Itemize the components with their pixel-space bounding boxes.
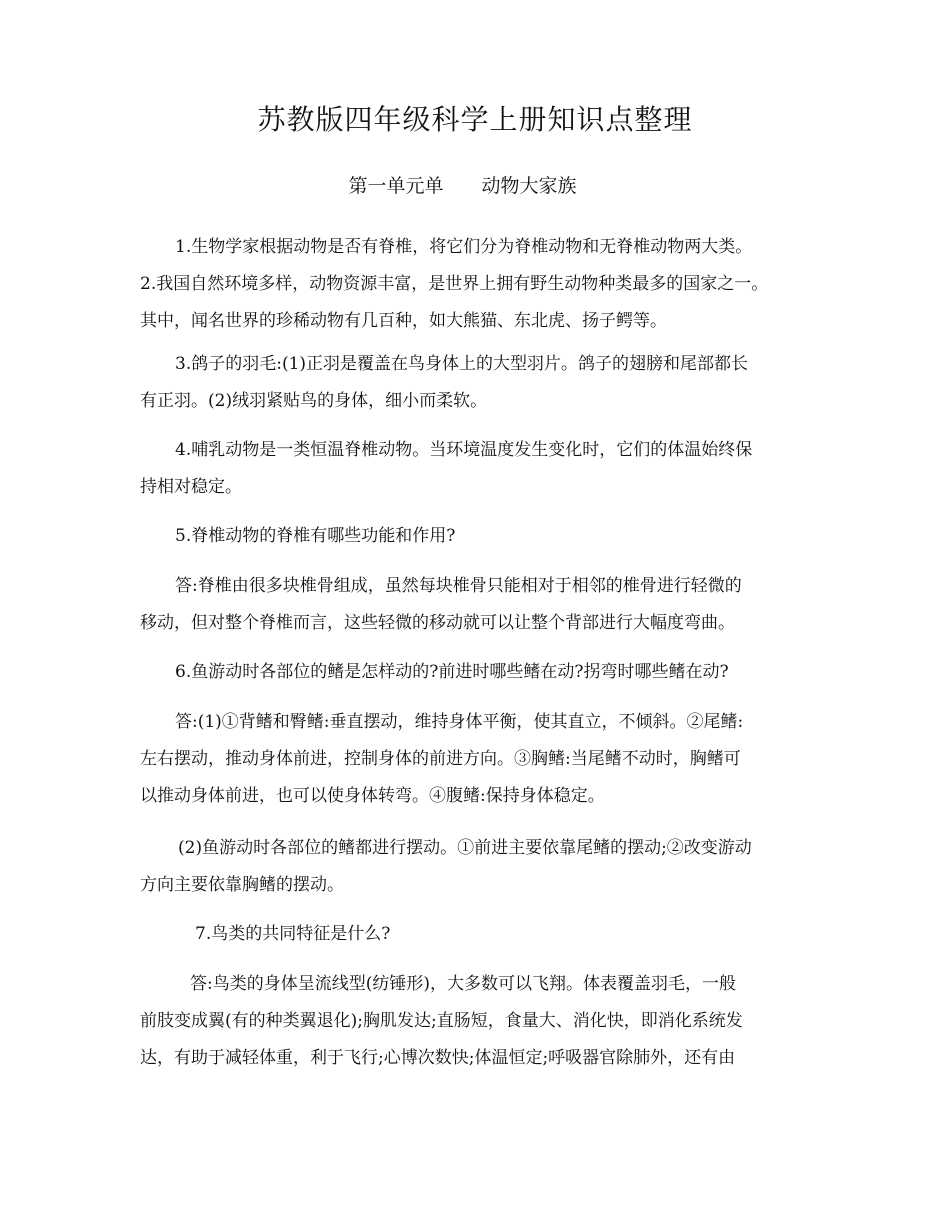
paragraph-line: 其中，闻名世界的珍稀动物有几百种，如大熊猫、东北虎、扬子鳄等。 [140, 311, 667, 331]
paragraph-line: 有正羽。(2)绒羽紧贴鸟的身体，细小而柔软。 [140, 391, 488, 411]
paragraph-item-5-question [140, 518, 820, 555]
paragraph-line: 7.鸟类的共同特征是什么? [195, 924, 391, 944]
paragraph-line: 移动，但对整个脊椎而言，这些轻微的移动就可以让整个背部进行大幅度弯曲。 [140, 613, 735, 633]
paragraph-line: 4.哺乳动物是一类恒温脊椎动物。当环境温度发生变化时，它们的体温始终保 [175, 440, 753, 460]
paragraph-line: 6.鱼游动时各部位的鳍是怎样动的?前进时哪些鳍在动?拐弯时哪些鳍在动? [175, 662, 729, 682]
paragraph-line: 以推动身体前进，也可以使身体转弯。④腹鳍:保持身体稳定。 [140, 786, 605, 806]
paragraph-item-3 [140, 346, 820, 420]
paragraph-line: 答:鸟类的身体呈流线型(纺锤形)，大多数可以飞翔。体表覆盖羽毛，一般 [190, 974, 736, 994]
paragraph-item-6-answer-1 [140, 704, 820, 815]
paragraph-item-7-answer [140, 966, 820, 1077]
paragraph-line: 持相对稳定。 [140, 477, 242, 497]
paragraph-item-4 [140, 432, 820, 506]
paragraph-line: 5.脊椎动物的脊椎有哪些功能和作用? [175, 526, 456, 546]
paragraph-item-7-question [140, 916, 820, 953]
paragraph-item-6-question [140, 654, 820, 691]
paragraph-line: 答:(1)①背鳍和臀鳍:垂直摆动，维持身体平衡，使其直立，不倾斜。②尾鳍: [175, 712, 744, 732]
paragraph-item-6-answer-2 [140, 830, 820, 904]
paragraph-line: 答:脊椎由很多块椎骨组成，虽然每块椎骨只能相对于相邻的椎骨进行轻微的 [175, 576, 742, 596]
unit-heading: 第一单元单 动物大家族 [348, 175, 577, 197]
paragraph-line: (2)鱼游动时各部位的鳍都进行摆动。①前进主要依靠尾鳍的摆动;②改变游动 [178, 838, 752, 858]
paragraph-item-5-answer [140, 568, 820, 642]
paragraph-line: 1.生物学家根据动物是否有脊椎，将它们分为脊椎动物和无脊椎动物两大类。 [175, 237, 753, 257]
paragraph-line: 2.我国自然环境多样，动物资源丰富，是世界上拥有野生动物种类最多的国家之一。 [140, 274, 769, 294]
paragraph-line: 前肢变成翼(有的种类翼退化);胸肌发达;直肠短，食量大、消化快，即消化系统发 [140, 1011, 743, 1031]
paragraph-line: 达，有助于减轻体重，利于飞行;心博次数快;体温恒定;呼吸器官除肺外，还有由 [140, 1048, 736, 1068]
paragraph-line: 左右摆动，推动身体前进，控制身体的前进方向。③胸鳍:当尾鳍不动时，胸鳍可 [140, 749, 741, 769]
paragraph-line: 方向主要依靠胸鳍的摆动。 [140, 875, 344, 895]
paragraph-line: 3.鸽子的羽毛:(1)正羽是覆盖在鸟身体上的大型羽片。鸽子的翅膀和尾部都长 [175, 354, 749, 374]
paragraph-item-1-2 [140, 229, 820, 340]
document-title: 苏教版四年级科学上册知识点整理 [257, 103, 693, 136]
